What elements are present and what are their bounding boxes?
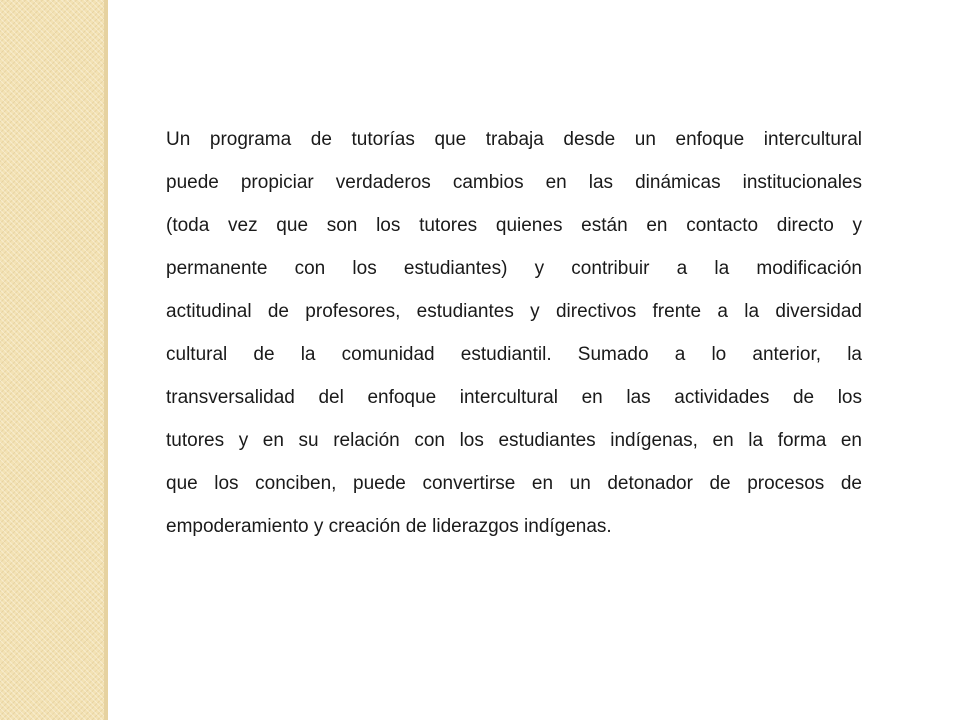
paragraph-line: puede propiciar verdaderos cambios en las dinámicas institucionales — [166, 172, 862, 193]
body-paragraph — [166, 118, 862, 548]
paragraph-line: (toda vez que son los tutores quienes están en contacto directo y — [166, 215, 862, 236]
decorative-side-band — [0, 0, 104, 720]
side-band-edge — [104, 0, 108, 720]
paragraph-line: empoderamiento y creación de liderazgos indígenas. — [166, 516, 612, 537]
paragraph-line: tutores y en su relación con los estudiantes indígenas, en la forma en — [166, 430, 862, 451]
paragraph-line: Un programa de tutorías que trabaja desde un enfoque intercultural — [166, 129, 862, 150]
paragraph-line: transversalidad del enfoque intercultural en las actividades de los — [166, 387, 862, 408]
paragraph-line: cultural de la comunidad estudiantil. Sumado a lo anterior, la — [166, 344, 862, 365]
paragraph-line: actitudinal de profesores, estudiantes y directivos frente a la diversidad — [166, 301, 862, 322]
paragraph-line: permanente con los estudiantes) y contribuir a la modificación — [166, 258, 862, 279]
paragraph-line: que los conciben, puede convertirse en un detonador de procesos de — [166, 473, 862, 494]
